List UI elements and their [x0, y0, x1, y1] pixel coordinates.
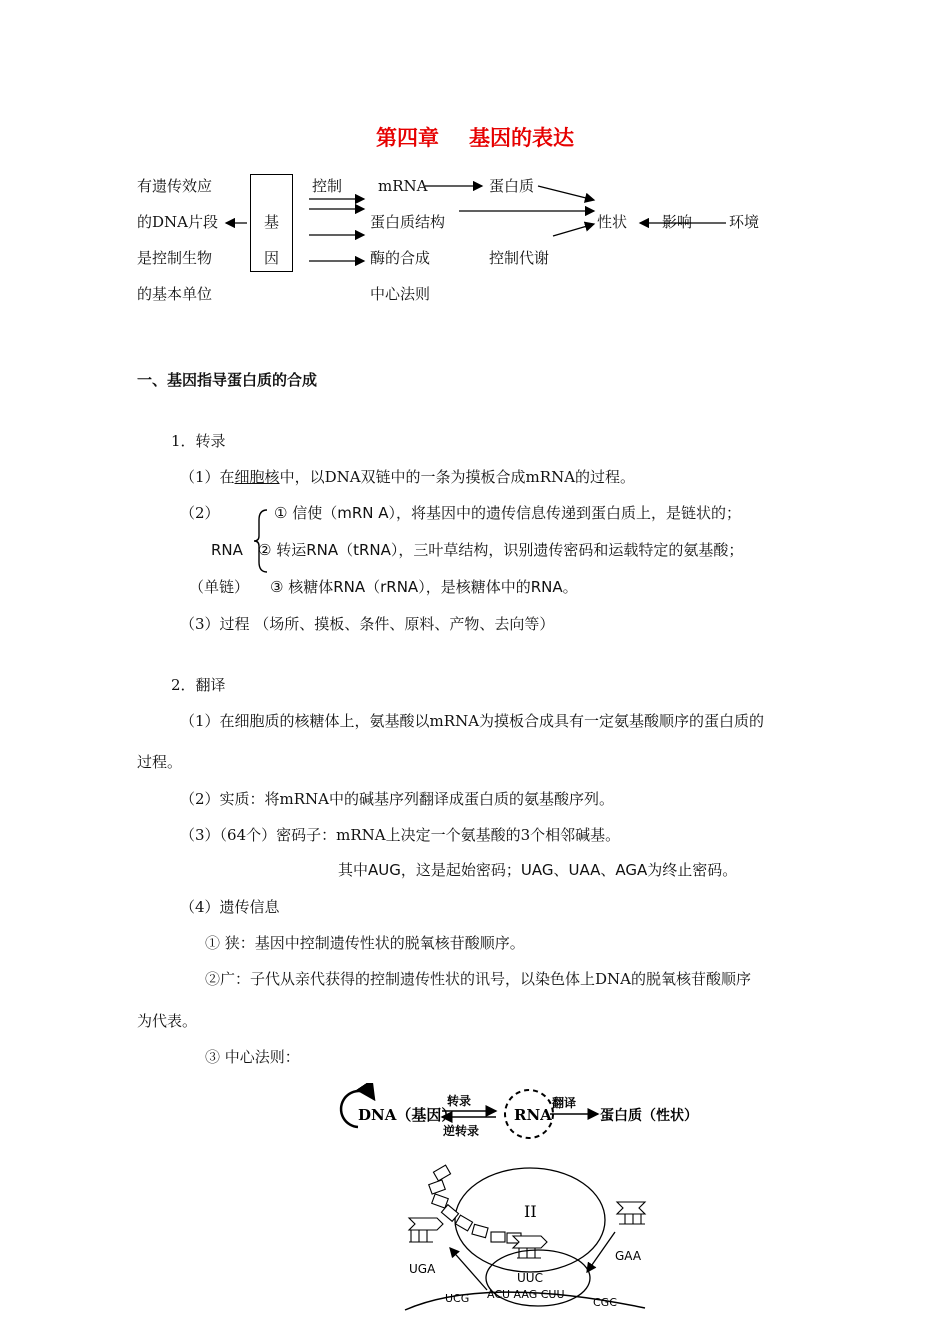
central-dogma-diagram [334, 1083, 714, 1143]
map-mrna: mRNA [378, 177, 428, 195]
section-heading: 一、基因指导蛋白质的合成 [137, 371, 318, 389]
rna-label: RNA [211, 541, 243, 559]
translation-p1b: 过程。 [137, 753, 183, 771]
translation-p3b: 其中AUG，这是起始密码；UAG、UAA、AGA为终止密码。 [338, 861, 738, 879]
map-metabolism: 控制代谢 [489, 249, 550, 267]
transcription-p1-pre: （1）在 [180, 468, 235, 486]
transcription-p1 [180, 467, 635, 487]
translation-p3: （3）（64个）密码子：mRNA上决定一个氨基酸的3个相邻碱基。 [180, 826, 621, 844]
dogma-reverse: 逆转录 [443, 1124, 480, 1138]
rna-item-3: ③ 核糖体RNA（rRNA），是核糖体中的RNA。 [270, 578, 578, 596]
transcription-p2-label: （2） [180, 504, 220, 522]
mrna-left-codon: UCG [445, 1292, 470, 1305]
map-trait: 性状 [597, 213, 628, 231]
trna-right-anticodon: GAA [615, 1249, 642, 1263]
trna-left [409, 1218, 443, 1242]
chapter-name: 基因的表达 [469, 125, 574, 150]
translation-p2: （2）实质：将mRNA中的碱基序列翻译成蛋白质的氨基酸序列。 [180, 790, 615, 808]
concept-map-arrows [0, 0, 950, 320]
translation-p4-2a: ②广：子代从亲代获得的控制遗传性状的讯号，以染色体上DNA的脱氧核苷酸顺序 [205, 970, 751, 988]
map-central-dogma: 中心法则 [370, 285, 431, 303]
transcription-p3: （3）过程 （场所、摸板、条件、原料、产物、去向等） [180, 615, 555, 633]
gene-box-char-2: 因 [263, 249, 279, 267]
polypeptide-chain [429, 1165, 521, 1243]
map-left-line-1: 有遗传效应 [137, 177, 213, 195]
map-protein: 蛋白质 [489, 177, 535, 195]
transcription-heading: 1．转录 [171, 432, 226, 450]
map-left-line-4: 的基本单位 [137, 285, 213, 303]
map-protein-structure: 蛋白质结构 [370, 213, 446, 231]
trna-middle-anticodon: UUC [517, 1271, 543, 1285]
ribosome-label: II [524, 1202, 537, 1221]
translation-p4-2b: 为代表。 [137, 1012, 198, 1030]
trna-right [617, 1202, 645, 1224]
rna-item-1: ① 信使（mRN A），将基因中的遗传信息传递到蛋白质上，是链状的； [274, 504, 742, 522]
map-left-line-3: 是控制生物 [137, 249, 213, 267]
translation-p4-3: ③ 中心法则： [205, 1048, 300, 1066]
dogma-dna: DNA（基因） [358, 1106, 457, 1124]
map-environment: 环境 [729, 213, 760, 231]
map-influence: 影响 [662, 213, 693, 231]
translation-p4-1: ① 狭：基因中控制遗传性状的脱氧核苷酸顺序。 [205, 934, 525, 952]
translation-p4: （4）遗传信息 [180, 898, 280, 916]
map-enzyme: 酶的合成 [370, 249, 431, 267]
mrna-middle-codons: ACU AAG CUU [487, 1288, 565, 1301]
map-left-line-2: 的DNA片段 [137, 213, 218, 231]
gene-box-char-1: 基 [263, 213, 279, 231]
dogma-translate: 翻译 [552, 1096, 577, 1110]
transcription-p1-underline: 细胞核 [234, 468, 280, 486]
ribosome-diagram [395, 1160, 695, 1320]
trna-left-anticodon: UGA [409, 1262, 436, 1276]
rna-item-2: ② 转运RNA（tRNA），三叶草结构，识别遗传密码和运载特定的氨基酸； [258, 541, 744, 559]
mrna-right-codon: CGC [593, 1296, 617, 1309]
transcription-p1-post: 中，以DNA双链中的一条为摸板合成mRNA的过程。 [279, 468, 636, 486]
dogma-rna: RNA [514, 1106, 552, 1124]
map-control-label: 控制 [312, 177, 343, 195]
single-strand-label: （单链） [189, 578, 250, 596]
translation-heading: 2．翻译 [171, 676, 226, 694]
dogma-protein: 蛋白质（性状） [600, 1108, 698, 1124]
dogma-transcribe: 转录 [447, 1094, 472, 1108]
chapter-number: 第四章 [376, 125, 439, 150]
trna-middle [513, 1236, 547, 1258]
translation-p1a: （1）在细胞质的核糖体上，氨基酸以mRNA为摸板合成具有一定氨基酸顺序的蛋白质的 [180, 712, 765, 730]
trna-exit-arrow [450, 1248, 487, 1290]
